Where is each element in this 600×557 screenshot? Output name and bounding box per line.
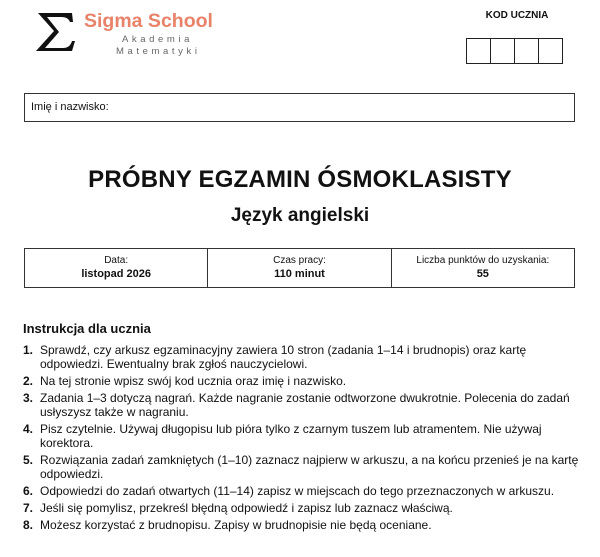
instruction-item [23, 518, 583, 532]
student-code-box[interactable] [514, 38, 539, 64]
exam-info-table [24, 248, 575, 288]
info-duration [207, 249, 390, 287]
info-points-value: 55 [476, 268, 489, 280]
sigma-icon [34, 10, 78, 54]
instruction-number: 6. [23, 484, 34, 498]
exam-subject: Język angielski [230, 205, 370, 226]
student-code-box[interactable] [538, 38, 563, 64]
info-date-value: listopad 2026 [81, 268, 152, 280]
instruction-item [23, 391, 583, 419]
instructions-list [23, 343, 583, 535]
student-code-box[interactable] [490, 38, 515, 64]
instruction-text: Na tej stronie wpisz swój kod ucznia oraz imię i nazwisko. [40, 374, 347, 388]
instruction-text: Pisz czytelnie. Używaj długopisu lub pióra tylko z czarnym tuszem lub atramentem. Nie używaj korektora. [40, 422, 542, 450]
logo-name: Sigma School [84, 10, 213, 32]
instruction-number: 1. [23, 343, 34, 357]
info-date [25, 249, 207, 287]
instruction-text: Możesz korzystać z brudnopisu. Zapisy w brudnopisie nie będą oceniane. [40, 518, 432, 532]
instruction-text: Rozwiązania zadań zamkniętych (1–10) zaznacz najpierw w arkuszu, a na końcu przenieś je na kartę odpowiedzi. [40, 453, 579, 481]
info-duration-value: 110 minut [274, 268, 325, 280]
info-date-label: Data: [104, 255, 129, 266]
student-code-box[interactable] [466, 38, 491, 64]
name-field-label: Imię i nazwisko: [31, 101, 109, 113]
instruction-item [23, 453, 583, 481]
info-points [391, 249, 574, 287]
instruction-item [23, 374, 583, 388]
info-points-label: Liczba punktów do uzyskania: [416, 255, 550, 266]
instruction-number: 8. [23, 518, 34, 532]
instruction-number: 5. [23, 453, 34, 467]
instruction-text: Sprawdź, czy arkusz egzaminacyjny zawiera 10 stron (zadania 1–14 i brudnopis) oraz kartę odpowiedzi. Ewentualny brak zgłoś nauczycielowi. [40, 343, 527, 371]
instruction-item [23, 422, 583, 450]
logo-subtitle-2: Matematyki [116, 46, 201, 57]
exam-title: PRÓBNY EGZAMIN ÓSMOKLASISTY [88, 166, 512, 193]
instruction-text: Jeśli się pomylisz, przekreśl błędną odpowiedź i zapisz lub zaznacz właściwą. [40, 501, 453, 515]
logo-subtitle-1: Akademia [122, 34, 194, 45]
instruction-number: 2. [23, 374, 34, 388]
instruction-item [23, 501, 583, 515]
instructions-title: Instrukcja dla ucznia [23, 321, 151, 336]
instruction-number: 4. [23, 422, 34, 436]
instruction-text: Zadania 1–3 dotyczą nagrań. Każde nagranie zostanie odtworzone dwukrotnie. Polecenia do zadań usłyszysz także w nagraniu. [40, 391, 570, 419]
instruction-item [23, 343, 583, 371]
instruction-text: Odpowiedzi do zadań otwartych (11–14) zapisz w miejscach do tego przeznaczonych w arkuszu. [40, 484, 555, 498]
school-logo [34, 10, 224, 57]
instruction-number: 3. [23, 391, 34, 405]
instruction-number: 7. [23, 501, 34, 515]
name-field[interactable] [24, 93, 575, 122]
info-duration-label: Czas pracy: [273, 255, 326, 266]
student-code-boxes [466, 38, 562, 64]
student-code-label: KOD UCZNIA [485, 10, 549, 21]
instruction-item [23, 484, 583, 498]
